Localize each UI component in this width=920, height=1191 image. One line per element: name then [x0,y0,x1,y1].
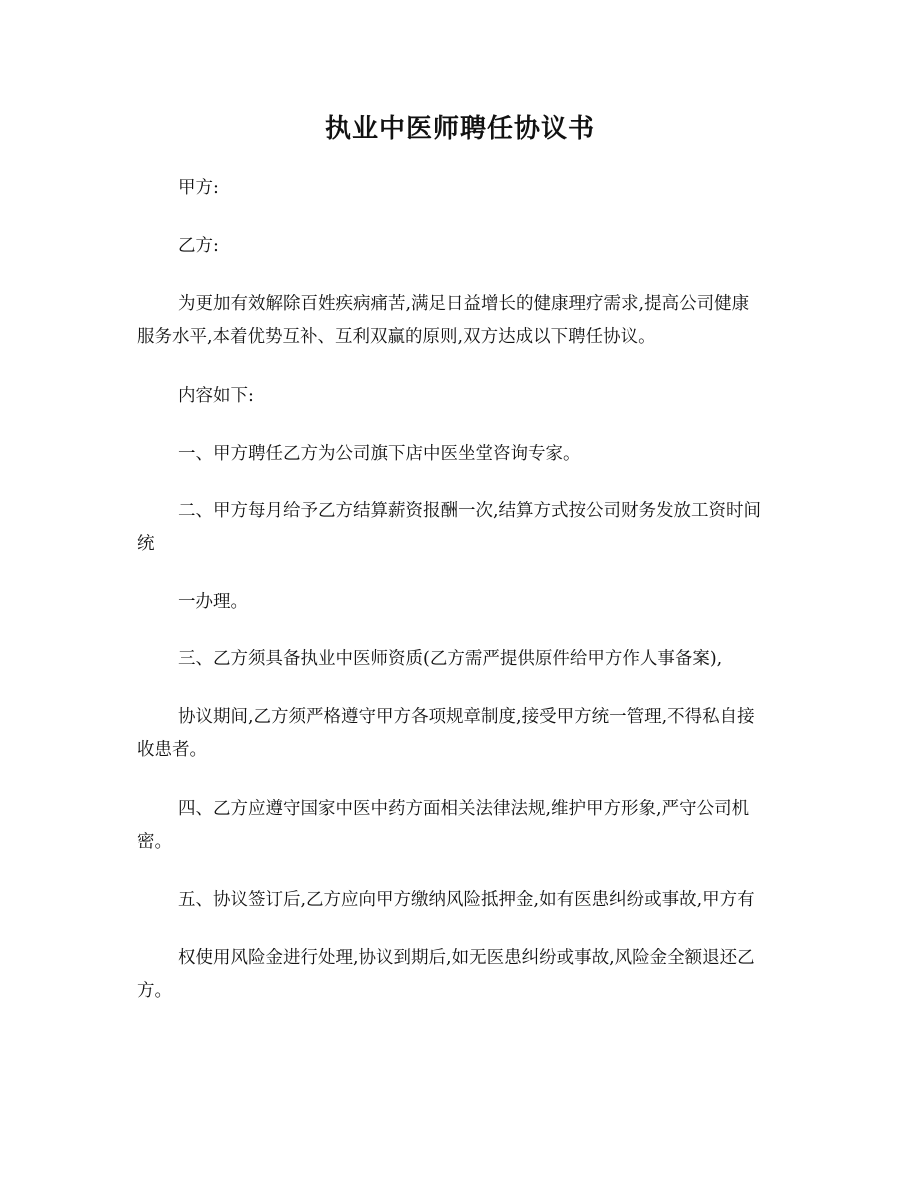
clause-3-line-1: 三、乙方须具备执业中医师资质(乙方需严提供原件给甲方作人事备案), [178,649,723,669]
party-b-label: 乙方: [178,236,219,256]
clause-3-line-3: 收患者。 [137,740,207,760]
intro-line-2: 服务水平,本着优势互补、互利双赢的原则,双方达成以下聘任协议。 [137,327,656,347]
clause-5-line-3: 方。 [137,981,172,1001]
intro-line-1: 为更加有效解除百姓疾病痛苦,满足日益增长的健康理疗需求,提高公司健康 [178,294,750,314]
party-a-label: 甲方: [178,178,219,198]
clause-4-line-1: 四、乙方应遵守国家中医中药方面相关法律法规,维护甲方形象,严守公司机 [178,799,750,819]
clause-3-line-2: 协议期间,乙方须严格遵守甲方各项规章制度,接受甲方统一管理,不得私自接 [178,707,755,727]
clause-2-line-2: 统 [137,534,155,554]
document-title: 执业中医师聘任协议书 [324,114,595,144]
clause-5-line-1: 五、协议签订后,乙方应向甲方缴纳风险抵押金,如有医患纠纷或事故,甲方有 [178,890,755,910]
clause-5-line-2: 权使用风险金进行处理,协议到期后,如无医患纠纷或事故,风险金全额退还乙 [178,948,755,968]
content-heading: 内容如下: [178,386,254,406]
clause-2-line-1: 二、甲方每月给予乙方结算薪资报酬一次,结算方式按公司财务发放工资时间 [178,501,762,521]
clause-2-line-3: 一办理。 [178,592,248,612]
clause-4-line-2: 密。 [137,832,172,852]
clause-1: 一、甲方聘任乙方为公司旗下店中医坐堂咨询专家。 [178,444,581,464]
